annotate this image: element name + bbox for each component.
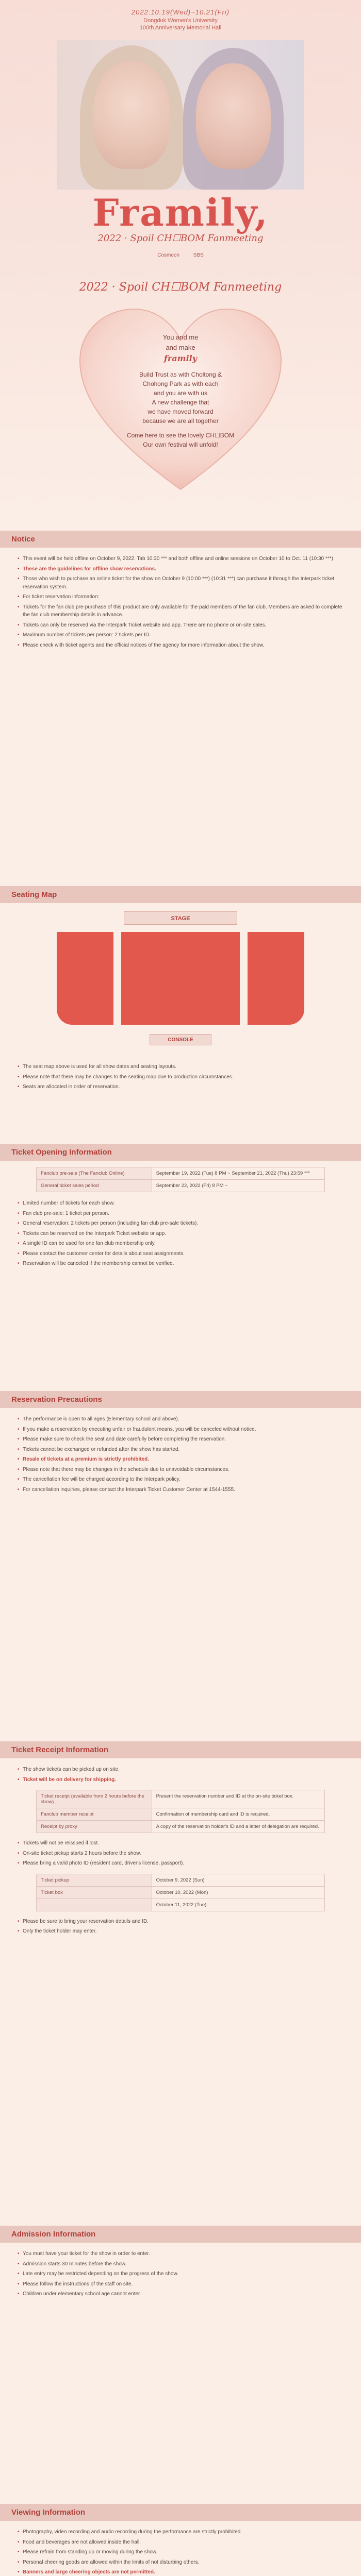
table-row: Ticket box October 10, 2022 (Mon) <box>37 1886 325 1899</box>
list-item: • The show tickets can be picked up on site. <box>18 1766 343 1774</box>
seating-map <box>46 911 315 1056</box>
logo-cosmoon: Cosmoon <box>157 252 179 258</box>
table-row: Ticket pickup October 9, 2022 (Sun) <box>37 1874 325 1886</box>
list-item: • Please be sure to bring your reservation details and ID. <box>18 1918 343 1926</box>
list-item: • Please note that there may be changes in the schedule due to unavoidable circumstances. <box>18 1466 343 1474</box>
seating-heading: Seating Map <box>0 886 361 903</box>
list-item: • Only the ticket holder may enter. <box>18 1927 343 1936</box>
ticket-info-section <box>0 1144 361 1275</box>
list-item: • Please make sure to check the seat and date carefully before completing the reservation. <box>18 1435 343 1444</box>
hero-header <box>0 0 361 31</box>
list-item: • You must have your ticket for the show in order to enter. <box>18 2250 343 2258</box>
list-item: • On-site ticket pickup starts 2 hours before the show. <box>18 1850 343 1858</box>
list-item: • Children under elementary school age cannot enter. <box>18 2290 343 2298</box>
reservation-section <box>0 1391 361 1501</box>
list-item: • Food and beverages are not allowed inside the hall. <box>18 2538 343 2547</box>
list-item: • Tickets can only be reserved via the Interpark Ticket website and app. There are no phone or on-site sales. <box>18 621 343 630</box>
list-item: • Maximum number of tickets per person: 2 tickets per ID. <box>18 631 343 639</box>
receipt-table-2 <box>36 1874 325 1911</box>
receipt-heading: Ticket Receipt Information <box>0 1741 361 1758</box>
seating-section <box>0 886 361 1098</box>
main-title: Framily, <box>92 191 269 234</box>
list-item: • Tickets can be reserved on the Interpark Ticket website or app. <box>18 1230 343 1238</box>
list-item: • Please contact the customer center for details about seat assignments. <box>18 1250 343 1258</box>
notice-heading: Notice <box>0 531 361 548</box>
list-item: • For ticket reservation information: <box>18 593 343 601</box>
notice-list <box>18 555 343 649</box>
list-item: • Seats are allocated in order of reservation. <box>18 1083 343 1091</box>
viewing-heading: Viewing Information <box>0 2504 361 2521</box>
table-row: Fanclub pre-sale (The Fanclub Online) September 19, 2022 (Tue) 8 PM ~ September 21, 2022 (Thu) 23:59 *** <box>37 1167 325 1180</box>
sponsor-logos <box>0 252 361 258</box>
artist-photo <box>57 40 304 190</box>
hero <box>0 0 361 515</box>
hall-name: 100th Anniversary Memorial Hall <box>139 25 222 31</box>
list-item: • Fan club pre-sale: 1 ticket per person. <box>18 1210 343 1218</box>
list-item: • General reservation: 2 tickets per person (including fan club pre-sale tickets). <box>18 1219 343 1228</box>
table-row: Ticket receipt (available from 2 hours before the show) Present the reservation number and ID at the on-site ticket box. <box>37 1790 325 1808</box>
list-item: • Tickets cannot be exchanged or refunded after the show has started. <box>18 1446 343 1454</box>
list-item: • If you make a reservation by executing unfair or fraudulent means, you will be canceled without notice. <box>18 1426 343 1434</box>
table-row: General ticket sales period September 22, 2022 (Fri) 8 PM ~ <box>37 1180 325 1192</box>
list-item: • For cancellation inquiries, please contact the Interpark Ticket Customer Center at 1544-1555. <box>18 1486 343 1494</box>
list-item: • The seat map above is used for all show dates and seating layouts. <box>18 1063 343 1071</box>
receipt-table <box>36 1790 325 1833</box>
table-row: Receipt by proxy A copy of the reservation holder's ID and a letter of delegation are required. <box>37 1821 325 1833</box>
list-item: • The cancellation fee will be charged according to the Interpark policy. <box>18 1476 343 1484</box>
list-item: • Please refrain from standing up or moving during the show. <box>18 2548 343 2556</box>
heart-text: You and me and make framily Build Trust as with Choltong & Chohong Park as with each and you are with us A new challenge that we have moved forward because we are all together Come here to see the lovely CH☐BOM Our own festival will unfold! <box>126 333 235 448</box>
event-title: 2022 · Spoil CH☐BOM Fanmeeting <box>79 281 282 294</box>
list-item: • Limited number of tickets for each show. <box>18 1199 343 1208</box>
venue-name: Dongduk Women's University <box>143 18 218 24</box>
viewing-section <box>0 2504 361 2576</box>
list-item: • Admission starts 30 minutes before the show. <box>18 2260 343 2268</box>
seat-block-right <box>248 932 304 1025</box>
list-item: • Personal cheering goods are allowed within the limits of not disturbing others. <box>18 2558 343 2567</box>
list-item: • Banners and large cheering objects are not permitted. <box>18 2568 343 2576</box>
list-item: • Late entry may be restricted depending on the progress of the show. <box>18 2270 343 2278</box>
list-item: • Please note that there may be changes to the seating map due to production circumstances. <box>18 1073 343 1081</box>
seat-block-left <box>57 932 113 1025</box>
list-item: • A single ID can be used for one fan club membership only. <box>18 1240 343 1248</box>
list-item: • Tickets for the fan club pre-purchase of this product are only available for the paid members of the fan club. Members are asked to complete the fan club membership details in advance. <box>18 603 343 619</box>
list-item: • Ticket will be on delivery for shipping. <box>18 1776 343 1784</box>
list-item: • Photography, video recording and audio recording during the performance are strictly prohibited. <box>18 2528 343 2536</box>
list-item: • Those who wish to purchase an online ticket for the show on October 9 (10:00 ***) (10:31 ***) can purchase it through the Interpark ticket reservation system. <box>18 575 343 591</box>
list-item: • Tickets will not be reissued if lost. <box>18 1839 343 1848</box>
seat-block-center <box>121 932 240 1025</box>
list-item: • Reservation will be canceled if the membership cannot be verified. <box>18 1260 343 1268</box>
list-item: • Resale of tickets at a premium is strictly prohibited. <box>18 1455 343 1464</box>
admission-heading: Admission Information <box>0 2226 361 2243</box>
reservation-heading: Reservation Precautions <box>0 1391 361 1408</box>
stage-label: STAGE <box>124 911 237 925</box>
list-item: • Please check with ticket agents and the official notices of the agency for more information about the show. <box>18 641 343 650</box>
ticket-info-heading: Ticket Opening Information <box>0 1144 361 1161</box>
receipt-section <box>0 1741 361 1943</box>
logo-sbs: SBS <box>193 252 204 258</box>
admission-section <box>0 2226 361 2306</box>
console-label: CONSOLE <box>150 1034 211 1045</box>
table-row: October 11, 2022 (Tue) <box>37 1899 325 1911</box>
list-item: • Please follow the instructions of the staff on site. <box>18 2280 343 2289</box>
list-item: • Please bring a valid photo ID (resident card, driver's license, passport). <box>18 1859 343 1868</box>
table-row: Fanclub member receipt Confirmation of membership card and ID is required. <box>37 1808 325 1821</box>
notice-section <box>0 531 361 656</box>
list-item: • This event will be held offline on October 9, 2022. Tab 10:30 *** and both offline and online sessions on October 10 to Oct. 11 (10:30 ***) <box>18 555 343 563</box>
ticket-info-table <box>36 1167 325 1192</box>
list-item: • These are the guidelines for offline show reservations. <box>18 565 343 573</box>
heart-message <box>75 304 286 500</box>
event-dates: 2022.10.19(Wed)~10.21(Fri) <box>131 8 230 16</box>
list-item: • The performance is open to all ages (Elementary school and above). <box>18 1415 343 1423</box>
main-subtitle: 2022 · Spoil CH☐BOM Fanmeeting <box>97 233 264 244</box>
